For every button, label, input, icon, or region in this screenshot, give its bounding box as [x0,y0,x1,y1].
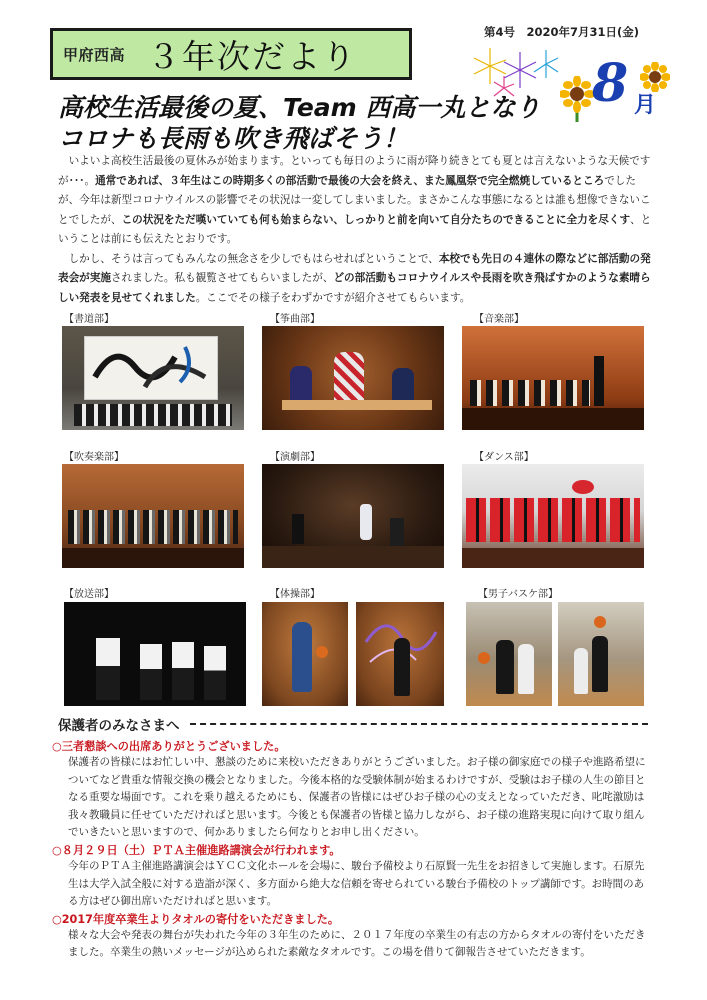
actor-figure [360,504,372,540]
koto-instruments [282,400,432,410]
ball-prop [316,646,328,658]
month-numeral: 8 [592,53,629,114]
performer-figure [334,352,364,404]
photo-caption-music: 【音楽部】 [474,314,524,325]
stage-floor [62,548,244,568]
presenter-figure [96,638,120,700]
photo-gymnastics-club-ribbon [262,602,348,706]
photo-caption-brass-band: 【吹奏楽部】 [64,452,124,463]
notice-body: 様々な大会や発表の舞台が失われた今年の３年生のために、２０１７年度の卒業生の有志の方からタオルの寄付をいただきました。卒業生の熱いメッセージが込められた素敵なタオルです。この場を借りて御報告させていただきます。 [68,928,646,959]
stage-floor [462,408,644,430]
intro-paragraph-2 [58,250,652,309]
notice-title: ○三者懇談への出席ありがとうございました。 [52,740,286,753]
photo-basketball-club-2 [558,602,644,706]
conductor-figure [594,356,604,406]
photo-music-club [462,326,644,430]
photo-basketball-club-1 [466,602,552,706]
photo-caption-calligraphy: 【書道部】 [64,314,114,325]
issue-date: 第4号 2020年7月31日(金) [484,25,640,39]
presenter-figure [140,644,162,700]
player-figure [592,636,608,692]
dancers-group [466,498,640,542]
actor-figure [292,514,304,544]
photo-broadcasting-club [64,602,246,706]
notice-title: ○2017年度卒業生よりタオルの寄付をいただきました。 [52,912,340,926]
masthead-box [50,28,412,80]
notice-body: 今年のＰＴＡ主催進路講演会はＹＣＣ文化ホールを会場に、駿台予備校より石原賢一先生をお招きして実施します。石原先生は大学入試全般に対する造詣が深く、多方面から絶大な信頼を寄せられている駿台予備校のトップ講師です。お時間のある方はぜひ御出席いただければと思います。 [68,859,645,908]
actor-figure [390,518,404,546]
photo-drama-club [262,464,444,568]
parents-notices [52,738,656,962]
headline-line-2: コロナも長雨も吹き飛ばそう！ [58,124,409,153]
photo-gymnastics-club-ball [356,602,444,706]
intro-bold-span: 本校でも先日の４連休の際などに部活動の発表会が実施 [58,252,651,284]
photo-brass-band [62,464,244,568]
students-row [74,404,232,426]
presenter-figure [204,646,226,700]
gymnast-figure [292,622,312,692]
newsletter-title: ３年次だより [147,36,358,76]
basketball-prop [594,616,606,628]
intro-text [58,152,652,308]
stage-floor [462,548,644,568]
calligraphy-strokes [85,337,217,399]
dashed-divider [190,723,649,725]
intro-text-span: 、ということは前にも伝えたとおりです。 [58,213,652,245]
presenter-figure [172,642,194,700]
band-members [68,510,238,544]
parents-heading-text: 保護者のみなさまへ [58,718,180,734]
sunflower-icon [560,76,594,122]
photo-caption-gymnastics: 【体操部】 [270,589,320,600]
player-figure [574,648,588,694]
intro-text-span: いよいよ高校生活最後の夏休みが始まります。といっても毎日のように雨が降り続きとても夏とは言えないような天候ですが･･･。 [58,155,651,187]
headline-line-1: 高校生活最後の夏、Team 西高一丸となり [58,93,541,122]
calligraphy-banner [84,336,218,400]
photo-caption-broadcasting: 【放送部】 [64,589,114,600]
photo-calligraphy-club [62,326,244,430]
notice-body: 保護者の皆様にはお忙しい中、懇談のために来校いただきありがとうございました。お子様の御家庭での様子や進路希望についてなど貴重な情報交換の機会となりました。今後本格的な受験体制が始まるわけですが、受験はお子様の人生の節目となる重要な場面です。これを乗り越えるためにも、保護者の皆様にはぜひお子様の心の支えとなっていただき、叱咤激励は我々教職員に任せていただければと思います。今後とも保護者の皆様と協力しながら、お子様の進路実現に向けて取り組んでいきたいと思いますので、何かありましたら何なりとお申し出ください。 [68,756,646,839]
player-figure [518,644,534,694]
intro-bold-span: この状況をただ嘆いていても何も始まらない、しっかりと前を向いて自分たちのできることに全力を尽くす [121,213,631,226]
photo-caption-koto: 【筝曲部】 [270,314,320,325]
intro-bold-span: ころ [583,174,605,187]
choir-row [470,380,590,406]
photo-koto-club [262,326,444,430]
school-name: 甲府西高 [63,45,126,64]
photo-dance-club [462,464,644,568]
photo-caption-basketball: 【男子バスケ部】 [478,589,558,600]
intro-text-span: 。ここでその様子をわずかですが紹介させてもらいます。 [195,291,471,304]
intro-text-span: されました。私も観覧させてもらいましたが、 [110,272,334,284]
notice-title: ○８月２９日（土）ＰＴＡ主催進路講演会が行われます。 [52,843,341,857]
parents-section-heading [58,714,648,734]
intro-bold-span: 通常であれば、３年生はこの時期多くの部活動で最後の大会を終え、また鳳凰祭で完全燃焼していると [95,174,584,187]
headline [58,92,558,154]
stage-floor [262,546,444,568]
month-kana: 月 [634,93,657,118]
intro-text-span: でしたが、今年は新型コロナウイルスの影響でその状況は一変してしまいました。まさかこんな事態になるとは誰も想像できないことでしたが、 [58,174,651,226]
photo-caption-drama: 【演劇部】 [270,452,320,463]
intro-paragraph-1 [58,152,652,250]
gymnast-figure [394,638,410,696]
basketball-prop [478,652,490,664]
umbrella-prop [572,480,594,494]
photo-caption-dance: 【ダンス部】 [474,452,534,463]
intro-text-span: しかし、そうは言ってもみんなの無念さを少しでもはらせればということで、 [68,252,439,265]
player-figure [496,640,514,694]
intro-bold-span: どの部活動もコロナウイルスや長雨を吹き飛ばすかのような素晴らしい発表を見せてくれました [58,272,651,304]
